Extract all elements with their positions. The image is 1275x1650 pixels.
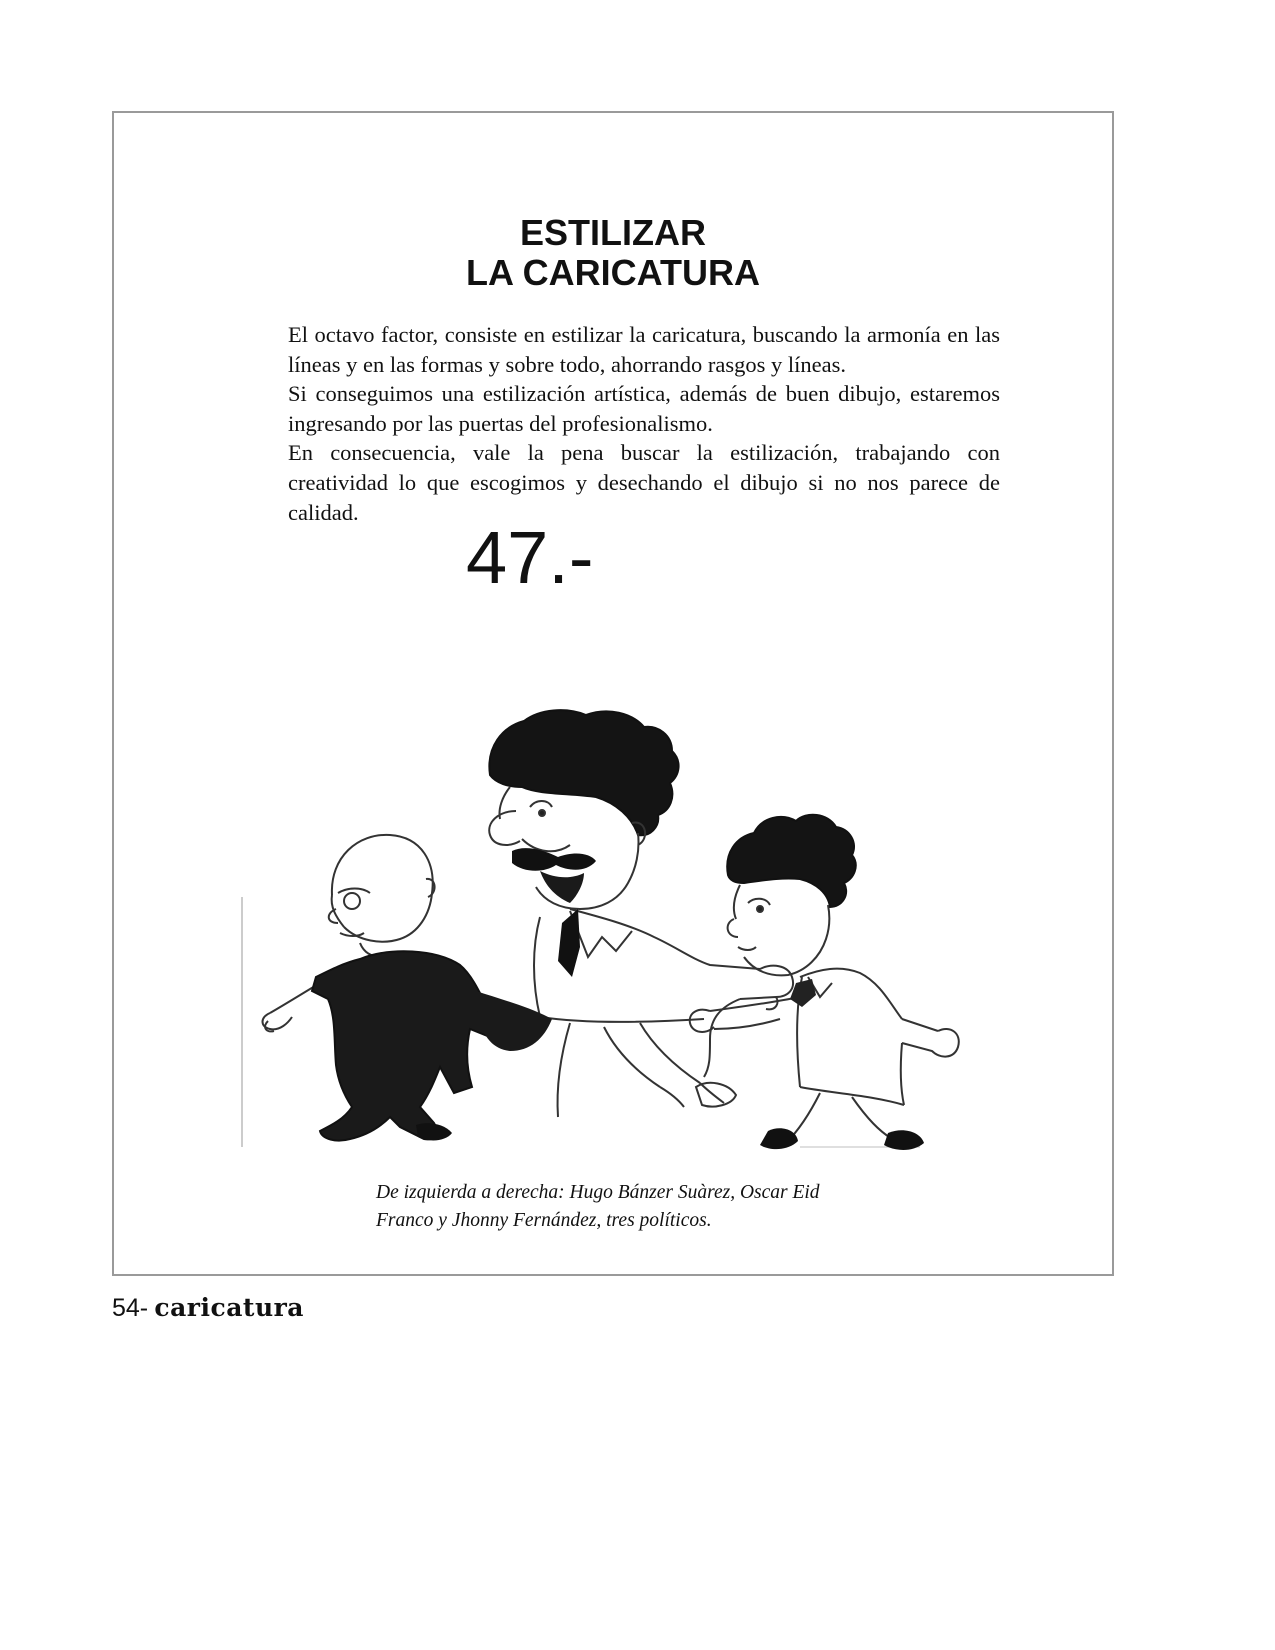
- article-body: [288, 320, 1000, 527]
- page-footer: [112, 1292, 304, 1325]
- figure-right-shoe-left: [760, 1128, 798, 1149]
- figure-center-tie: [558, 909, 580, 977]
- figure-center-dark-patch: [476, 991, 552, 1051]
- figure-right-hair: [727, 815, 855, 907]
- page-frame: [112, 111, 1114, 1276]
- article-title-line-2: LA CARICATURA: [466, 252, 760, 293]
- caption-line-2: Franco y Jhonny Fernández, tres políticos.: [376, 1210, 712, 1231]
- body-paragraph-1: El octavo factor, consiste en estilizar la caricatura, buscando la armonía en las líneas y en las formas y sobre todo, ahorrando rasgos y líneas.: [288, 322, 1000, 377]
- caption-line-1: De izquierda a derecha: Hugo Bánzer Suàrez, Oscar Eid: [376, 1182, 820, 1203]
- body-paragraph-2: Si conseguimos una estilización artística, además de buen dibujo, estaremos ingresando por las puertas del profesionalismo.: [288, 381, 1000, 436]
- figure-left-shoe: [416, 1123, 452, 1140]
- section-name: caricatura: [154, 1293, 304, 1322]
- figure-right-face: [728, 885, 830, 975]
- figure-right-body: [690, 969, 959, 1143]
- figure-center-hair: [489, 710, 678, 835]
- body-paragraph-3: En consecuencia, vale la pena buscar la estilización, trabajando con creatividad lo que escogimos y desechando el dibujo si no nos parece de calidad.: [288, 440, 1000, 525]
- caricature-illustration: [240, 647, 960, 1175]
- page-number: 54-: [112, 1294, 149, 1322]
- illustration-caption: [376, 1179, 896, 1235]
- article-title-line-1: ESTILIZAR: [520, 212, 706, 253]
- item-number: 47.-: [466, 516, 594, 599]
- figure-left-suit: [312, 951, 502, 1140]
